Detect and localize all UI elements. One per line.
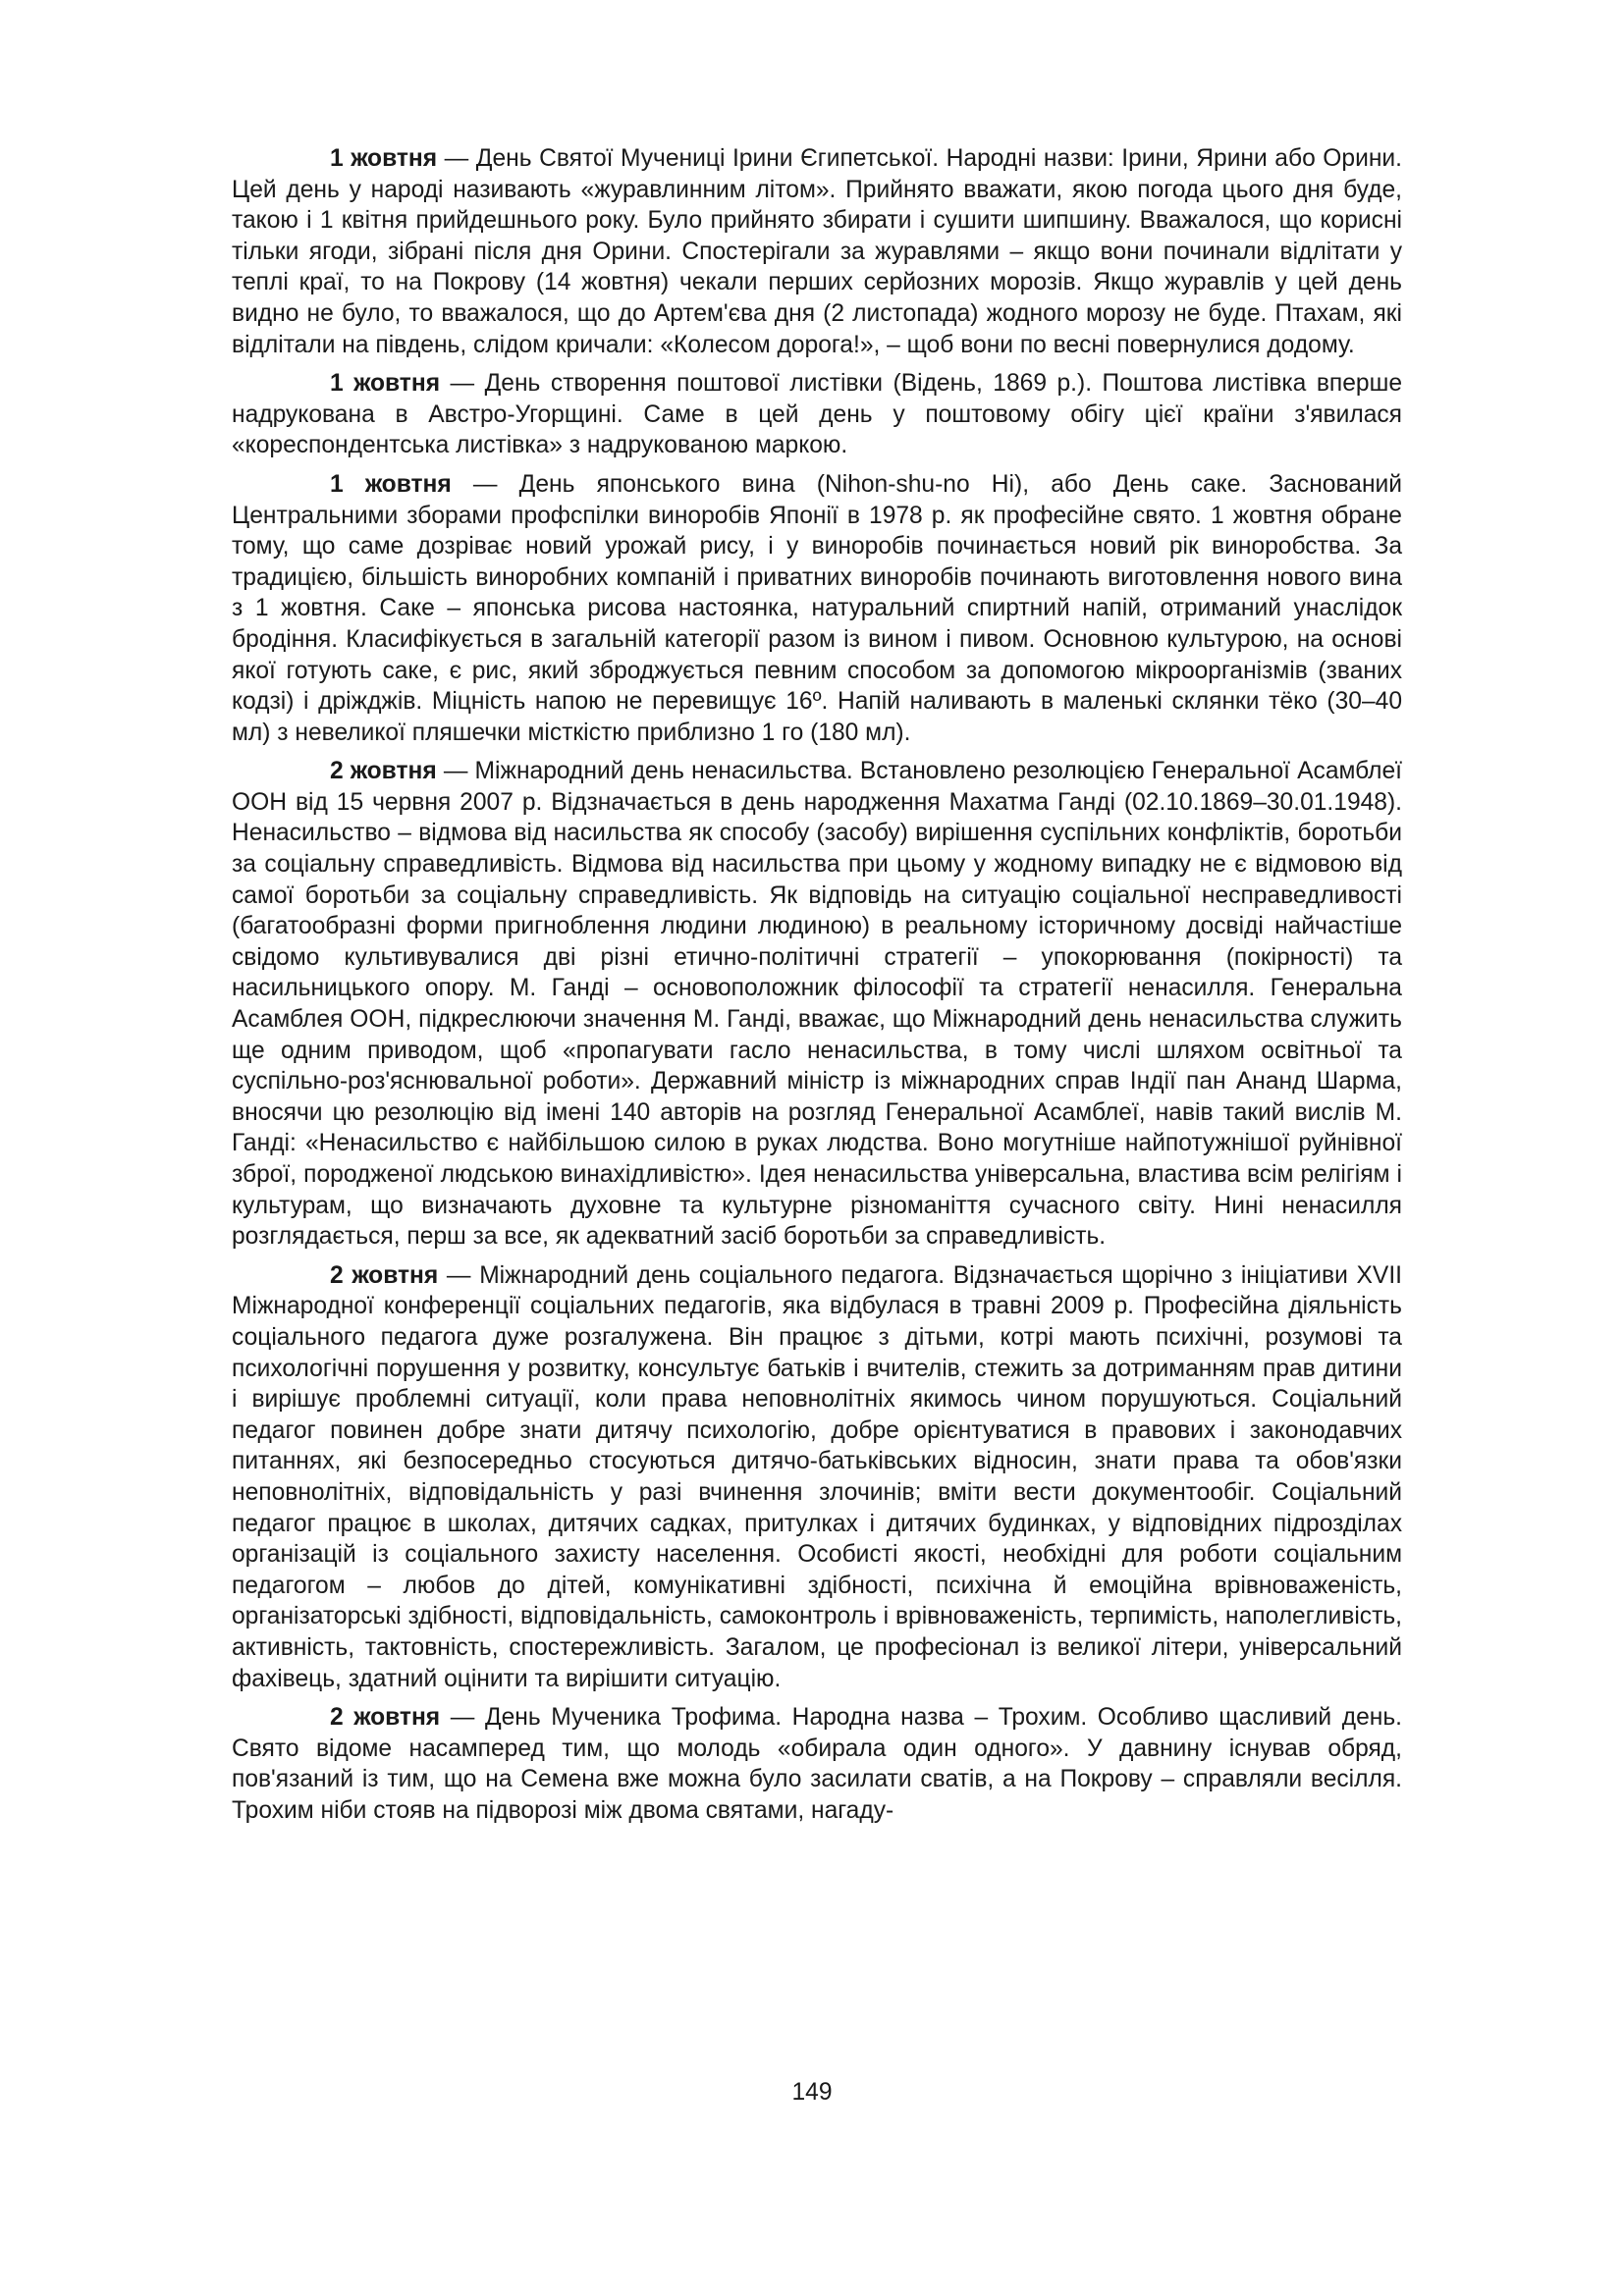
entry-paragraph-3 xyxy=(232,469,1402,748)
entry-paragraph-2 xyxy=(232,368,1402,461)
entry-text: — День Мученика Трофима. Народна назва – Трохим. Особливо щасливий день. Свято відоме насамперед тим, що молодь «обирала один одного». У давнину існував обряд, пов'язаний із тим, що на Семена вже можна було засилати сватів, а на Покрову – справляли весілля. Трохим ніби стояв на підворозі між двома святами, нагаду- xyxy=(232,1704,1402,1824)
page-number: 149 xyxy=(791,2079,833,2106)
entry-paragraph-6 xyxy=(232,1702,1402,1826)
entry-text: — Міжнародний день соціального педагога. Відзначається щорічно з ініціативи XVII Міжнародної конференції соціальних педагогів, яка відбулася в травні 2009 р. Професійна діяльність соціального педагога дуже розгалужена. Він працює з дітьми, котрі мають психічні, розумові та психологічні порушення у розвитку, консультує батьків і вчителів, стежить за дотриманням прав дитини і вирішує проблемні ситуації, коли права неповнолітніх якимось чином порушуються. Соціальний педагог повинен добре знати дитячу психологію, добре орієнтуватися в правових і законодавчих питаннях, які безпосередньо стосуються дитячо-батьківських відносин, знати права та обов'язки неповнолітніх, відповідальність у разі вчинення злочинів; вміти вести документообіг. Соціальний педагог працює в школах, дитячих садках, притулках і дитячих будинках, у відповідних підрозділах організацій із соціального захисту населення. Особисті якості, необхідні для роботи соціальним педагогом – любов до дітей, комунікативні здібності, психічна й емоційна врівноваженість, організаторські здібності, відповідальність, самоконтроль і врівноваженість, терпимість, наполегливість, активність, тактовність, спостережливість. Загалом, це професіонал із великої літери, універсальний фахівець, здатний оцінити та вирішити ситуацію. xyxy=(232,1261,1402,1692)
entry-text: — День створення поштової листівки (Відень, 1869 р.). Поштова листівка вперше надрукована в Австро-Угорщині. Саме в цей день у поштовому обігу цієї країни з'явилася «кореспондентська листівка» з надрукованою маркою. xyxy=(232,370,1402,459)
entry-date: 1 жовтня xyxy=(330,470,452,498)
entry-date: 2 жовтня xyxy=(330,1261,439,1289)
entry-text: — День японського вина (Nihon-shu-no Hi), або День саке. Заснований Центральними зборами профспілки виноробів Японії в 1978 р. як професійне свято. 1 жовтня обране тому, що саме дозріває новий урожай рису, і у виноробів починається новий рік виноробства. За традицією, більшість виноробних компаній і приватних виноробів починають виготовлення нового вина з 1 жовтня. Саке – японська рисова настоянка, натуральний спиртний напій, отриманий унаслідок бродіння. Класифікується в загальній категорії разом із вином і пивом. Основною культурою, на основі якої готують саке, є рис, який зброджується певним способом за допомогою мікроорганізмів (званих кодзі) і дріжджів. Міцність напою не перевищує 16º. Напій наливають в маленькі склянки тëко (30–40 мл) з невеликої пляшечки місткістю приблизно 1 го (180 мл). xyxy=(232,470,1403,746)
entry-paragraph-1 xyxy=(232,143,1402,360)
entry-date: 2 жовтня xyxy=(330,1704,441,1732)
entry-text: — Міжнародний день ненасильства. Встановлено резолюцією Генеральної Асамблеї ООН від 15 червня 2007 р. Відзначається в день народження Махатма Ганді (02.10.1869–30.01.1948). Ненасильство – відмова від насильства як способу (засобу) вирішення суспільних конфліктів, боротьби за соціальну справедливість. Відмова від насильства при цьому у жодному випадку не є відмовою від самої боротьби за соціальну справедливість. Як відповідь на ситуацію соціальної несправедливості (багатообразні форми пригноблення людини людиною) в реальному історичному досвіді найчастіше свідомо культивувалися дві різні етично-політичні стратегії – упокорювання (покірності) та насильницького опору. М. Ганді – основоположник філософії та стратегії ненасилля. Генеральна Асамблея ООН, підкреслюючи значення М. Ганді, вважає, що Міжнародний день ненасильства служить ще одним приводом, щоб «пропагувати гасло ненасильства, в тому числі шляхом освітньої та суспільно-роз'яснювальної роботи». Державний міністр із міжнародних справ Індії пан Ананд Шарма, вносячи цю резолюцію від імені 140 авторів на розгляд Генеральної Асамблеї, навів такий вислів М. Ганді: «Ненасильство є найбільшою силою в руках людства. Воно могутніше найпотужнішої руйнівної зброї, породженої людською винахідливістю». Ідея ненасильства універсальна, властива всім релігіям і культурам, що визначають духовне та культурне різноманіття сучасного світу. Нині ненасилля розглядається, перш за все, як адекватний засіб боротьби за справедливість. xyxy=(232,758,1402,1251)
entry-paragraph-4 xyxy=(232,756,1402,1253)
entry-text: — День Святої Мучениці Ірини Єгипетської. Народні назви: Ірини, Ярини або Орини. Цей день у народі називають «журавлинним літом». Прийнято вважати, якою погода цього дня буде, такою і 1 квітня прийдешнього року. Було прийнято збирати і сушити шипшину. Вважалося, що корисні тільки ягоди, зібрані після дня Орини. Спостерігали за журавлями – якщо вони починали відлітати у теплі краї, то на Покрову (14 жовтня) чекали перших серйозних морозів. Якщо журавлів у цей день видно не було, то вважалося, що до Артем'єва дня (2 листопада) жодного морозу не буде. Птахам, які відлітали на південь, слідом кричали: «Колесом дорога!», – щоб вони по весні повернулися додому. xyxy=(232,145,1402,358)
document-body xyxy=(232,143,1402,1834)
entry-date: 2 жовтня xyxy=(330,758,437,785)
entry-paragraph-5 xyxy=(232,1260,1402,1694)
entry-date: 1 жовтня xyxy=(330,145,438,172)
entry-date: 1 жовтня xyxy=(330,370,441,398)
